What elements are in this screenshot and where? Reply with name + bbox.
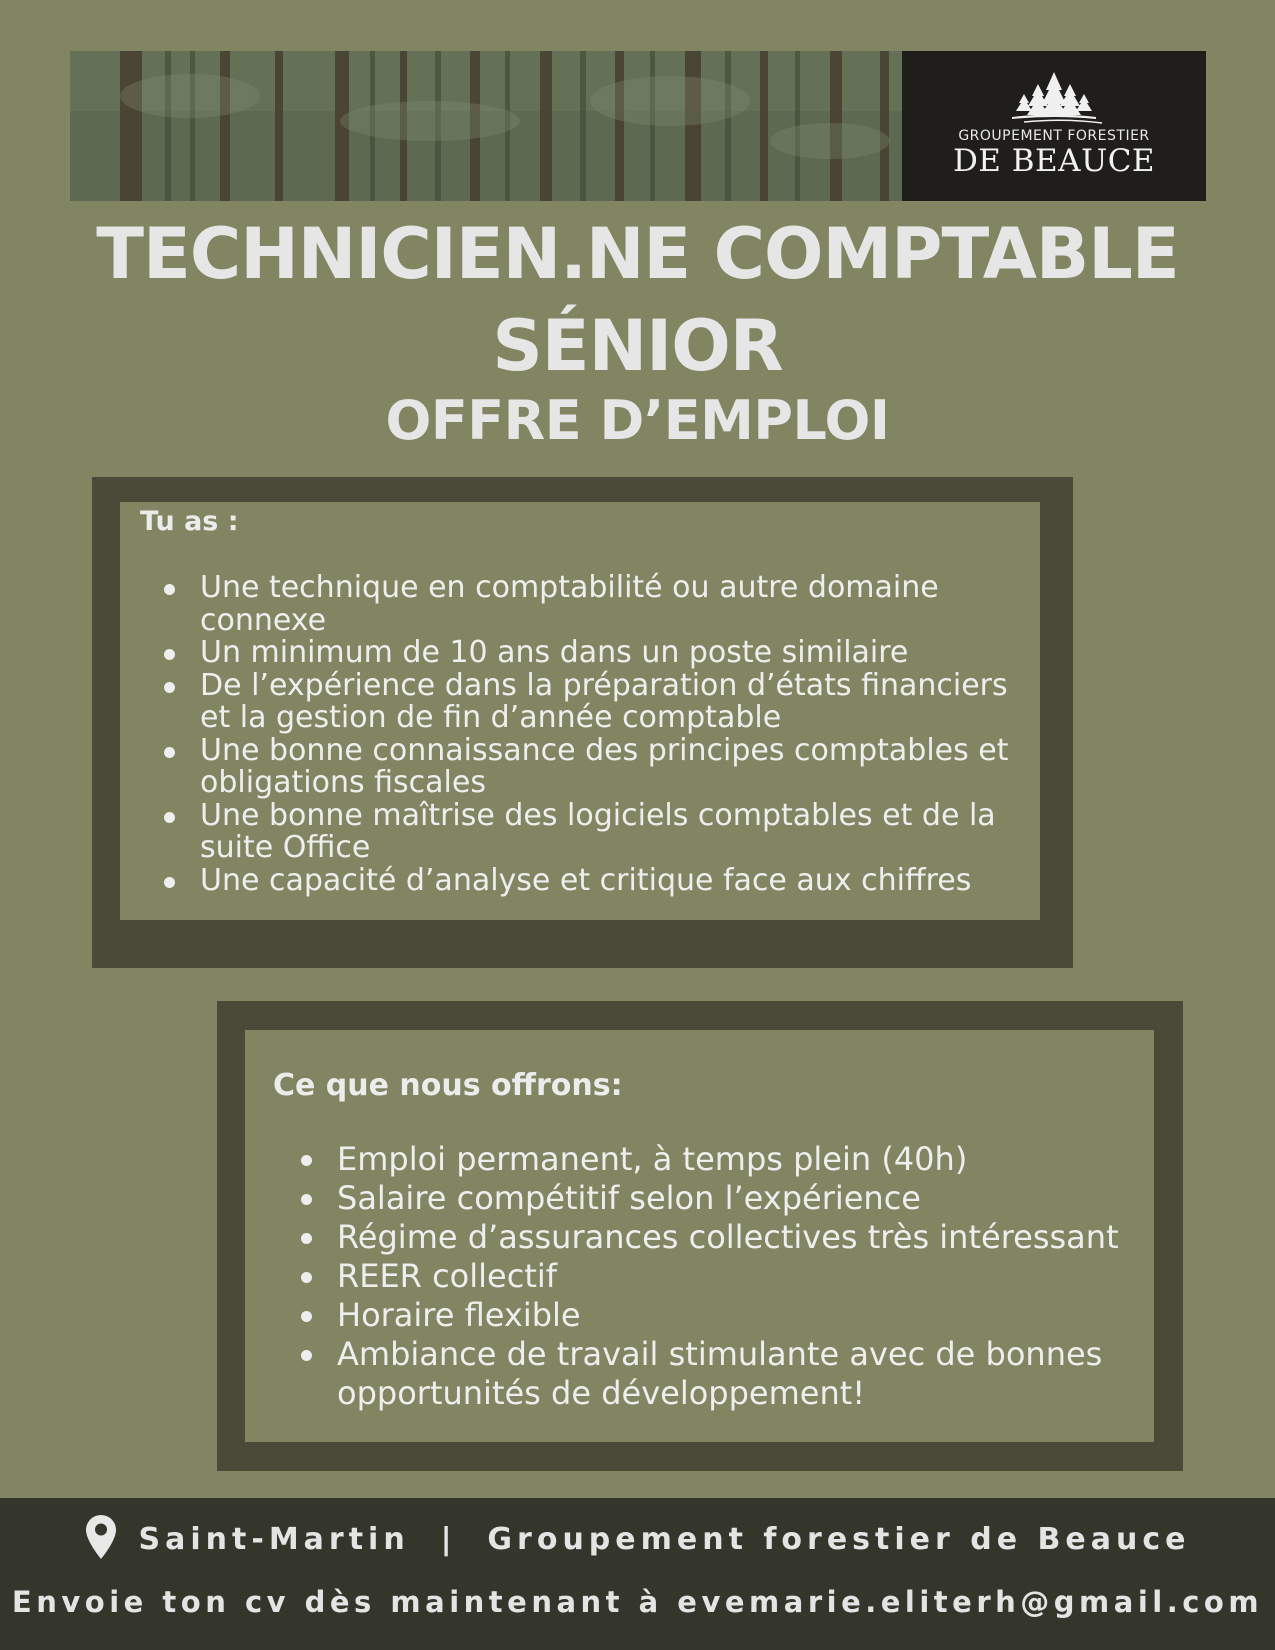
job-offer-subtitle: OFFRE D’EMPLOI xyxy=(385,389,890,452)
requirement-text: Une capacité d’analyse et critique face aux chiffres xyxy=(200,862,972,898)
benefit-item xyxy=(295,1257,1155,1296)
bullet-icon xyxy=(164,584,175,595)
requirement-item xyxy=(158,732,1038,800)
benefits-panel-content xyxy=(245,1030,1154,1442)
benefit-text: Ambiance de travail stimulante avec de bonnes opportunités de développement! xyxy=(337,1335,1103,1412)
logo-text-top: GROUPEMENT FORESTIER xyxy=(958,128,1150,144)
forest-photo-illustration xyxy=(70,51,902,201)
company-logo xyxy=(902,51,1206,201)
pine-trees-icon xyxy=(1004,70,1104,126)
benefit-item xyxy=(295,1140,1155,1179)
benefit-text: Horaire flexible xyxy=(337,1296,581,1334)
benefit-item xyxy=(295,1179,1155,1218)
forest-photo xyxy=(70,51,902,201)
map-pin-icon xyxy=(85,1514,117,1560)
requirements-list xyxy=(158,572,1038,897)
footer-contact-line: Envoie ton cv dès maintenant à evemarie.eliterh@gmail.com xyxy=(11,1585,1264,1619)
bullet-icon xyxy=(301,1233,312,1244)
requirement-item xyxy=(158,637,1038,670)
requirement-text: De l’expérience dans la préparation d’états financiers et la gestion de fin d’année comptable xyxy=(200,667,1008,735)
job-title-line-2: SÉNIOR xyxy=(492,305,783,387)
requirement-text: Une bonne maîtrise des logiciels comptables et de la suite Office xyxy=(200,797,996,865)
benefits-heading: Ce que nous offrons: xyxy=(273,1068,623,1103)
header-banner xyxy=(70,51,1206,201)
bullet-icon xyxy=(301,1272,312,1283)
bullet-icon xyxy=(301,1311,312,1322)
logo-text-bottom: DE BEAUCE xyxy=(952,143,1156,179)
bullet-icon xyxy=(164,747,175,758)
benefit-text: Emploi permanent, à temps plein (40h) xyxy=(337,1140,968,1178)
bullet-icon xyxy=(301,1155,312,1166)
benefit-text: REER collectif xyxy=(337,1257,558,1295)
requirements-panel xyxy=(92,477,1073,968)
requirement-item xyxy=(158,797,1038,865)
bullet-icon xyxy=(301,1194,312,1205)
benefit-text: Régime d’assurances collectives très intéressant xyxy=(337,1218,1119,1256)
benefits-list xyxy=(295,1140,1155,1413)
requirement-item xyxy=(158,862,1038,898)
requirement-item xyxy=(158,667,1038,735)
requirement-item xyxy=(158,572,1038,637)
bullet-icon xyxy=(164,649,175,660)
requirements-heading: Tu as : xyxy=(140,506,239,537)
bullet-icon xyxy=(164,877,175,888)
benefit-item xyxy=(295,1296,1155,1335)
benefits-panel xyxy=(217,1001,1183,1471)
requirement-text: Une technique en comptabilité ou autre domaine connexe xyxy=(200,570,939,638)
benefit-text: Salaire compétitif selon l’expérience xyxy=(337,1179,921,1217)
bullet-icon xyxy=(164,812,175,823)
footer-location-line xyxy=(0,1520,1275,1560)
requirement-text: Une bonne connaissance des principes comptables et obligations fiscales xyxy=(200,732,1009,800)
requirement-text: Un minimum de 10 ans dans un poste similaire xyxy=(200,635,909,670)
bullet-icon xyxy=(301,1350,312,1361)
requirements-panel-content xyxy=(120,502,1040,920)
footer xyxy=(0,1498,1275,1650)
benefit-item xyxy=(295,1335,1155,1413)
benefit-item xyxy=(295,1218,1155,1257)
bullet-icon xyxy=(164,682,175,693)
job-title-line-1: TECHNICIEN.NE COMPTABLE xyxy=(96,213,1179,295)
footer-location-text: Saint-Martin | Groupement forestier de Beauce xyxy=(138,1522,1191,1557)
